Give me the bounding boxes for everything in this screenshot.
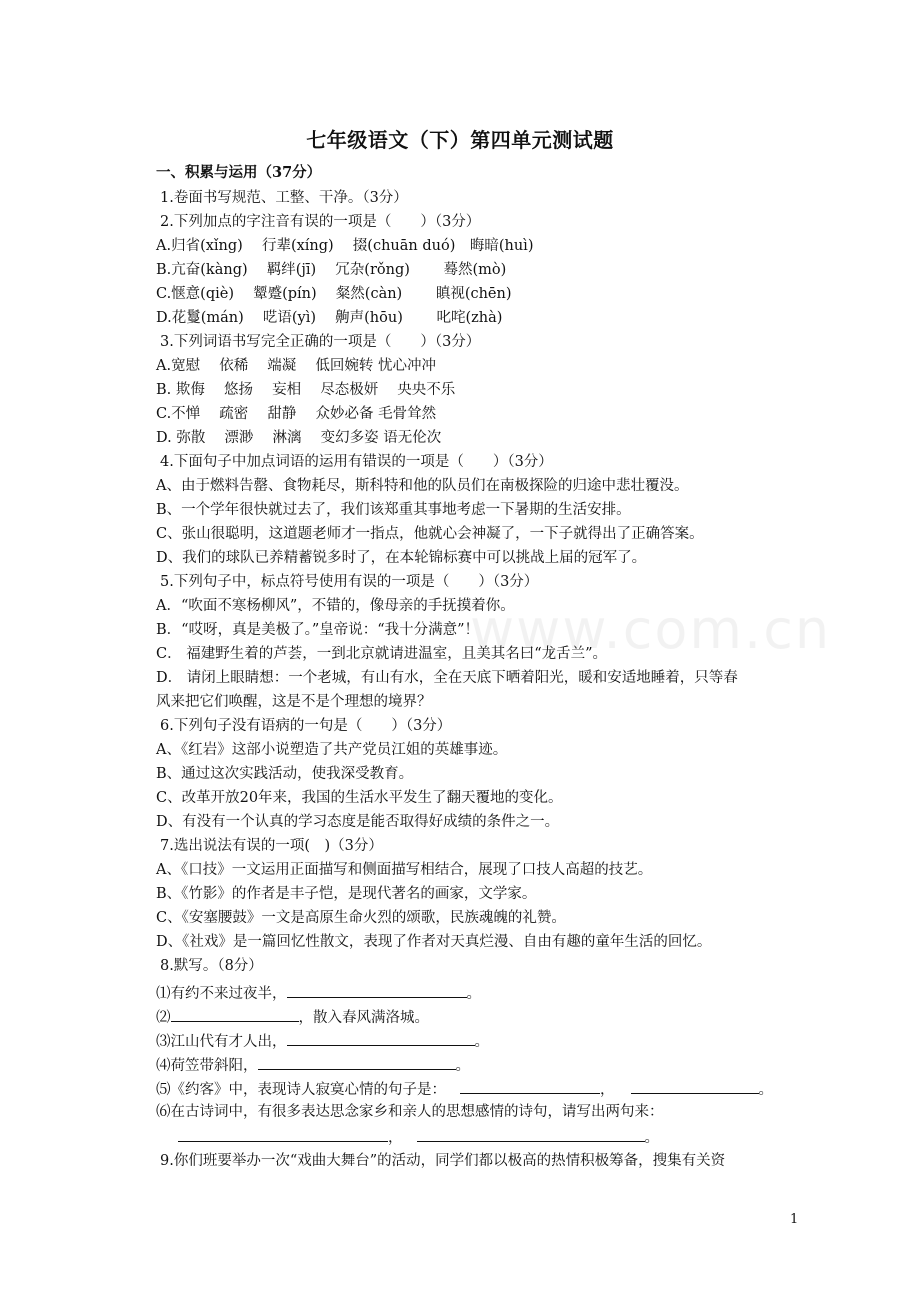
answer-blank[interactable] <box>171 1007 299 1022</box>
option-line: C、张山很聪明，这道题老师才一指点，他就心会神凝了，一下子就得出了正确答案。 <box>156 526 704 542</box>
section-heading: 一、积累与运用（37分） <box>156 164 322 181</box>
option-line: C.惬意(qiè) 颦蹙(pín) 粲然(càn) 瞋视(chēn) <box>156 286 512 302</box>
fill-line-6-answers <box>178 1127 659 1147</box>
option-line: 风来把它们唤醒，这是不是个理想的境界？ <box>156 694 432 710</box>
question-line: 6.下列句子没有语病的一句是（ ）（3分） <box>160 718 452 734</box>
fill-line-4 <box>156 1055 470 1075</box>
option-line: D.花鬘(mán) 呓语(yì) 齁声(hōu) 叱咤(zhà) <box>156 310 503 326</box>
page-title: 七年级语文（下）第四单元测试题 <box>306 128 614 152</box>
option-line: A.归省(xǐng) 行辈(xíng) 掇(chuān duó) 晦暗(huì) <box>156 238 534 254</box>
fill-line-5 <box>156 1079 773 1099</box>
option-line: A、《红岩》这部小说塑造了共产党员江姐的英雄事迹。 <box>156 742 508 758</box>
option-line: D、有没有一个认真的学习态度是能否取得好成绩的条件之一。 <box>156 814 560 830</box>
fill-prompt: ⑶江山代有才人出， <box>156 1034 287 1050</box>
question-line: 8.默写。（8分） <box>160 958 263 974</box>
question-line: 9.你们班要举办一次“戏曲大舞台”的活动，同学们都以极高的热情积极筹备，搜集有关资 <box>160 1153 726 1169</box>
option-line: D． 请闭上眼睛想：一个老城，有山有水，全在天底下晒着阳光，暖和安适地睡着，只等春 <box>156 670 738 686</box>
fill-punct: 。 <box>644 1130 659 1146</box>
fill-prompt: ⑸《约客》中，表现诗人寂寞心情的句子是： <box>156 1082 446 1098</box>
question-line: 7.选出说法有误的一项( )（3分） <box>160 838 383 854</box>
fill-punct: ， <box>388 1130 403 1146</box>
option-line: D、我们的球队已养精蓄锐多时了，在本轮锦标赛中可以挑战上届的冠军了。 <box>156 550 647 566</box>
fill-punct: 。 <box>455 1058 470 1074</box>
page-number: 1 <box>790 1212 799 1227</box>
option-line: C． 福建野生着的芦荟，一到北京就请进温室，且美其名曰“龙舌兰”。 <box>156 646 608 662</box>
option-line: D. 弥散 漂渺 淋漓 变幻多姿 语无伦次 <box>156 430 442 446</box>
question-line: 2.下列加点的字注音有误的一项是（ ）（3分） <box>160 214 481 230</box>
fill-line-1 <box>156 983 481 1003</box>
answer-blank[interactable] <box>178 1127 388 1142</box>
option-line: C.不惮 疏密 甜静 众妙必备 毛骨耸然 <box>156 406 437 422</box>
option-line: B. 欺侮 悠扬 妄相 尽态极妍 央央不乐 <box>156 382 456 398</box>
option-line: A.宽慰 依稀 端凝 低回婉转 忧心冲冲 <box>156 358 437 374</box>
option-line: B、《竹影》的作者是丰子恺，是现代著名的画家，文学家。 <box>156 886 537 902</box>
question-line: 3.下列词语书写完全正确的一项是（ ）（3分） <box>160 334 481 350</box>
option-line: B．“哎呀，真是美极了。”皇帝说：“我十分满意”！ <box>156 622 480 638</box>
fill-punct: ， <box>600 1082 615 1098</box>
answer-blank[interactable] <box>460 1079 600 1094</box>
option-line: A、《口技》一文运用正面描写和侧面描写相结合，展现了口技人高超的技艺。 <box>156 862 653 878</box>
fill-prompt: ⑴有约不来过夜半， <box>156 986 287 1002</box>
fill-line-2 <box>156 1007 429 1027</box>
option-line: B、一个学年很快就过去了，我们该郑重其事地考虑一下暑期的生活安排。 <box>156 502 631 518</box>
answer-blank[interactable] <box>287 1031 475 1046</box>
question-line: 1.卷面书写规范、工整、干净。（3分） <box>160 190 408 206</box>
option-line: C、《安塞腰鼓》一文是高原生命火烈的颂歌，民族魂魄的礼赞。 <box>156 910 566 926</box>
question-line: 5.下列句子中，标点符号使用有误的一项是（ ）（3分） <box>160 574 539 590</box>
answer-blank[interactable] <box>417 1127 645 1142</box>
answer-blank[interactable] <box>287 983 467 998</box>
option-line: A、由于燃料告罄、食物耗尽，斯科特和他的队员们在南极探险的归途中悲壮覆没。 <box>156 478 689 494</box>
fill-line-6: ⑹在古诗词中，有很多表达思念家乡和亲人的思想感情的诗句，请写出两句来： <box>156 1104 664 1120</box>
answer-blank[interactable] <box>631 1079 759 1094</box>
option-line: D、《社戏》是一篇回忆性散文，表现了作者对天真烂漫、自由有趣的童年生活的回忆。 <box>156 934 712 950</box>
fill-punct: ，散入春风满洛城。 <box>298 1010 429 1026</box>
fill-punct: 。 <box>466 986 481 1002</box>
fill-prompt: ⑵ <box>156 1010 171 1026</box>
fill-prompt: ⑷荷笠带斜阳， <box>156 1058 258 1074</box>
watermark: www.com.cn <box>470 598 832 661</box>
option-line: B.亢奋(kàng) 羁绊(jī) 冗杂(rǒng) 蓦然(mò) <box>156 262 507 278</box>
fill-punct: 。 <box>474 1034 489 1050</box>
fill-line-3 <box>156 1031 489 1051</box>
option-line: A．“吹面不寒杨柳风”，不错的，像母亲的手抚摸着你。 <box>156 598 515 614</box>
answer-blank[interactable] <box>258 1055 456 1070</box>
question-line: 4.下面句子中加点词语的运用有错误的一项是（ ）（3分） <box>160 454 553 470</box>
fill-punct: 。 <box>758 1082 773 1098</box>
option-line: B、通过这次实践活动，使我深受教育。 <box>156 766 414 782</box>
option-line: C、改革开放20年来，我国的生活水平发生了翻天覆地的变化。 <box>156 790 563 806</box>
